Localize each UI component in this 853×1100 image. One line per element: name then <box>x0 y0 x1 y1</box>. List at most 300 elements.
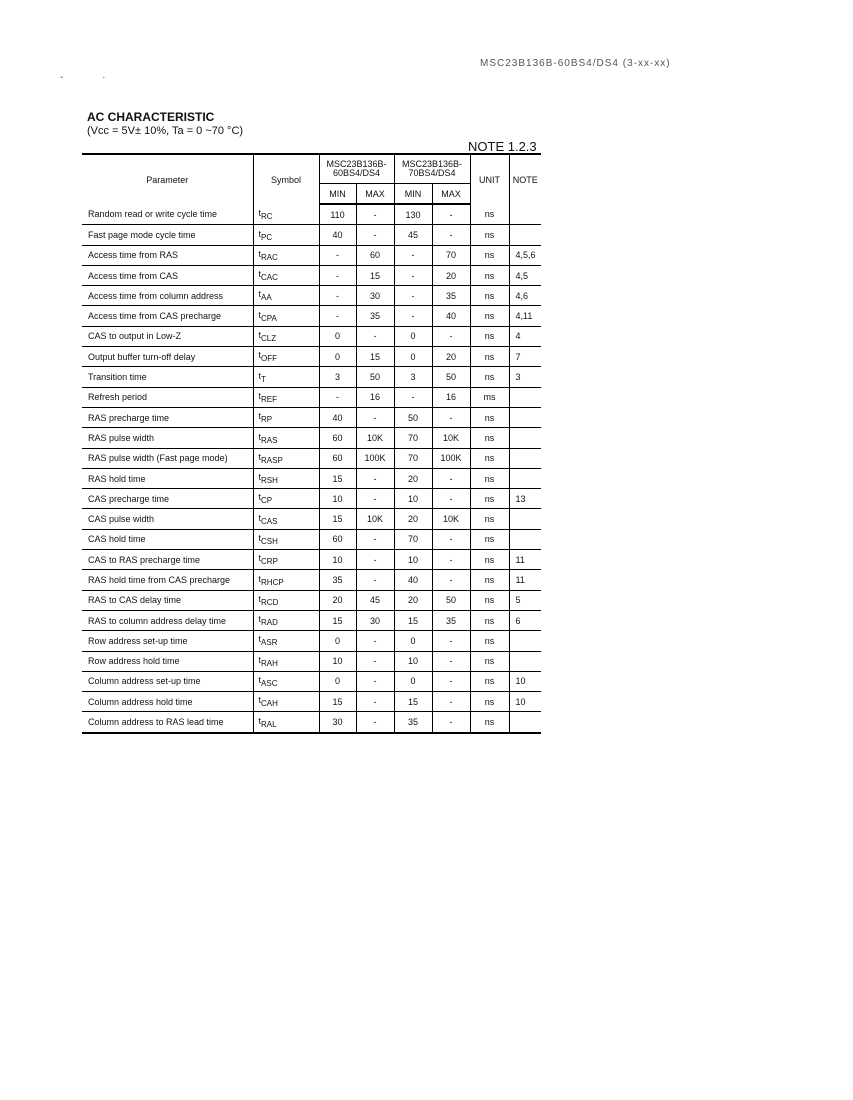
symbol-prefix: t <box>258 390 262 401</box>
table-row <box>82 529 541 549</box>
symbol-subscript: RC <box>261 211 273 221</box>
unit-cell: ns <box>470 671 509 691</box>
min-70-cell: 45 <box>394 225 432 245</box>
min-70-cell: 15 <box>394 610 432 630</box>
symbol-subscript: RCD <box>261 597 279 607</box>
header-min-60: MIN <box>319 184 356 205</box>
table-row <box>82 326 541 346</box>
note-cell <box>509 651 541 671</box>
max-60-cell: - <box>356 204 394 225</box>
parameter-cell: Transition time <box>82 367 253 387</box>
table-row <box>82 367 541 387</box>
note-cell: 3 <box>509 367 541 387</box>
symbol-subscript: ASC <box>261 678 278 688</box>
symbol-prefix: t <box>258 553 262 564</box>
min-60-cell: 60 <box>319 448 356 468</box>
min-60-cell: 0 <box>319 347 356 367</box>
max-60-cell: 60 <box>356 245 394 265</box>
header-note: NOTE <box>509 154 541 204</box>
symbol-prefix: t <box>258 634 262 645</box>
note-cell: 10 <box>509 692 541 712</box>
min-70-cell: 130 <box>394 204 432 225</box>
max-70-cell: 20 <box>432 347 470 367</box>
table-row <box>82 692 541 712</box>
max-70-cell: - <box>432 468 470 488</box>
symbol-prefix: t <box>258 593 262 604</box>
parameter-cell: RAS hold time <box>82 468 253 488</box>
min-70-cell: 3 <box>394 367 432 387</box>
max-60-cell: 15 <box>356 265 394 285</box>
symbol-subscript: RASP <box>261 455 283 465</box>
max-70-cell: 70 <box>432 245 470 265</box>
max-60-cell: - <box>356 468 394 488</box>
symbol-subscript: T <box>261 374 266 384</box>
table-row <box>82 550 541 570</box>
min-60-cell: 30 <box>319 712 356 733</box>
min-70-cell: 15 <box>394 692 432 712</box>
max-70-cell: 16 <box>432 387 470 407</box>
max-70-cell: 50 <box>432 367 470 387</box>
unit-cell: ns <box>470 306 509 326</box>
symbol-cell <box>253 265 319 285</box>
scan-mark: - <box>60 72 64 83</box>
header-min-70: MIN <box>394 184 432 205</box>
page-header-fragment: MSC23B136B-60BS4/DS4 (3-xx-xx) <box>480 58 671 69</box>
min-60-cell: 60 <box>319 428 356 448</box>
note-reference: NOTE 1.2.3 <box>468 139 537 154</box>
min-70-cell: - <box>394 286 432 306</box>
max-70-cell: - <box>432 529 470 549</box>
parameter-cell: RAS pulse width <box>82 428 253 448</box>
scan-marks <box>60 72 141 83</box>
unit-cell: ns <box>470 610 509 630</box>
min-60-cell: 35 <box>319 570 356 590</box>
parameter-cell: Column address to RAS lead time <box>82 712 253 733</box>
min-60-cell: - <box>319 306 356 326</box>
max-60-cell: - <box>356 671 394 691</box>
header-max-60: MAX <box>356 184 394 205</box>
note-cell <box>509 428 541 448</box>
parameter-cell: Access time from RAS <box>82 245 253 265</box>
max-60-cell: - <box>356 692 394 712</box>
min-60-cell: 110 <box>319 204 356 225</box>
symbol-subscript: RAL <box>261 719 277 729</box>
max-60-cell: 30 <box>356 610 394 630</box>
max-60-cell: - <box>356 631 394 651</box>
max-70-cell: - <box>432 570 470 590</box>
symbol-cell <box>253 367 319 387</box>
min-70-cell: - <box>394 306 432 326</box>
table-row <box>82 347 541 367</box>
min-70-cell: - <box>394 245 432 265</box>
parameter-cell: Output buffer turn-off delay <box>82 347 253 367</box>
unit-cell: ns <box>470 428 509 448</box>
max-70-cell: 20 <box>432 265 470 285</box>
symbol-prefix: t <box>258 289 262 300</box>
table-row <box>82 631 541 651</box>
note-cell <box>509 448 541 468</box>
max-70-cell: 100K <box>432 448 470 468</box>
min-70-cell: 70 <box>394 529 432 549</box>
max-70-cell: 40 <box>432 306 470 326</box>
section-title: AC CHARACTERISTIC <box>87 110 215 124</box>
note-cell: 7 <box>509 347 541 367</box>
symbol-prefix: t <box>258 248 262 259</box>
unit-cell: ns <box>470 468 509 488</box>
symbol-subscript: CAH <box>261 699 278 709</box>
parameter-cell: Column address set-up time <box>82 671 253 691</box>
parameter-cell: CAS to RAS precharge time <box>82 550 253 570</box>
parameter-cell: RAS pulse width (Fast page mode) <box>82 448 253 468</box>
parameter-cell: Refresh period <box>82 387 253 407</box>
symbol-subscript: CAS <box>261 516 278 526</box>
max-70-cell: 10K <box>432 428 470 448</box>
min-60-cell: 3 <box>319 367 356 387</box>
symbol-prefix: t <box>258 715 262 726</box>
max-70-cell: - <box>432 407 470 427</box>
max-60-cell: 30 <box>356 286 394 306</box>
header-group-70: MSC23B136B-70BS4/DS4 <box>394 154 470 184</box>
max-60-cell: - <box>356 712 394 733</box>
note-cell: 10 <box>509 671 541 691</box>
table-row <box>82 671 541 691</box>
symbol-cell <box>253 448 319 468</box>
symbol-cell <box>253 387 319 407</box>
symbol-cell <box>253 225 319 245</box>
max-70-cell: - <box>432 712 470 733</box>
test-conditions: (Vcc = 5V± 10%, Ta = 0 ~70 °C) <box>87 125 244 137</box>
symbol-prefix: t <box>258 350 262 361</box>
max-70-cell: - <box>432 692 470 712</box>
max-60-cell: 15 <box>356 347 394 367</box>
symbol-prefix: t <box>258 695 262 706</box>
min-70-cell: 20 <box>394 468 432 488</box>
max-60-cell: 16 <box>356 387 394 407</box>
table-row <box>82 306 541 326</box>
max-70-cell: 50 <box>432 590 470 610</box>
parameter-cell: RAS precharge time <box>82 407 253 427</box>
min-60-cell: - <box>319 265 356 285</box>
note-cell <box>509 529 541 549</box>
note-cell: 4,6 <box>509 286 541 306</box>
max-70-cell: 10K <box>432 509 470 529</box>
symbol-cell <box>253 692 319 712</box>
symbol-subscript: RAS <box>261 435 278 445</box>
min-60-cell: - <box>319 286 356 306</box>
unit-cell: ns <box>470 590 509 610</box>
note-cell <box>509 468 541 488</box>
unit-cell: ns <box>470 712 509 733</box>
unit-cell: ns <box>470 651 509 671</box>
table-row <box>82 407 541 427</box>
unit-cell: ns <box>470 489 509 509</box>
table-row <box>82 286 541 306</box>
header-parameter: Parameter <box>82 154 253 204</box>
note-cell: 13 <box>509 489 541 509</box>
symbol-cell <box>253 712 319 733</box>
header-symbol: Symbol <box>253 154 319 204</box>
table-row <box>82 387 541 407</box>
max-60-cell: 50 <box>356 367 394 387</box>
symbol-cell <box>253 671 319 691</box>
table-row <box>82 468 541 488</box>
symbol-cell <box>253 428 319 448</box>
parameter-cell: Random read or write cycle time <box>82 204 253 225</box>
min-60-cell: - <box>319 245 356 265</box>
symbol-cell <box>253 590 319 610</box>
note-cell: 11 <box>509 570 541 590</box>
symbol-subscript: CLZ <box>261 333 277 343</box>
parameter-cell: CAS pulse width <box>82 509 253 529</box>
note-cell: 4,5,6 <box>509 245 541 265</box>
symbol-prefix: t <box>258 533 262 543</box>
max-70-cell: - <box>432 204 470 225</box>
symbol-prefix: t <box>258 411 262 422</box>
table-row <box>82 489 541 509</box>
symbol-cell <box>253 529 319 549</box>
min-60-cell: 10 <box>319 550 356 570</box>
note-cell <box>509 387 541 407</box>
min-70-cell: 10 <box>394 550 432 570</box>
note-cell <box>509 631 541 651</box>
min-60-cell: 15 <box>319 610 356 630</box>
symbol-cell <box>253 651 319 671</box>
unit-cell: ns <box>470 570 509 590</box>
parameter-cell: Fast page mode cycle time <box>82 225 253 245</box>
parameter-cell: CAS precharge time <box>82 489 253 509</box>
min-70-cell: 70 <box>394 448 432 468</box>
max-60-cell: - <box>356 550 394 570</box>
symbol-prefix: t <box>258 269 262 280</box>
max-60-cell: - <box>356 326 394 346</box>
min-70-cell: 0 <box>394 347 432 367</box>
unit-cell: ns <box>470 631 509 651</box>
parameter-cell: Column address hold time <box>82 692 253 712</box>
parameter-cell: CAS to output in Low-Z <box>82 326 253 346</box>
max-60-cell: 10K <box>356 428 394 448</box>
symbol-prefix: t <box>258 451 262 462</box>
max-60-cell: - <box>356 225 394 245</box>
symbol-subscript: RHCP <box>261 577 284 587</box>
unit-cell: ns <box>470 550 509 570</box>
symbol-subscript: RAH <box>261 658 278 668</box>
note-cell: 5 <box>509 590 541 610</box>
table-row <box>82 428 541 448</box>
max-70-cell: - <box>432 671 470 691</box>
max-70-cell: 35 <box>432 610 470 630</box>
symbol-subscript: RSH <box>261 475 278 485</box>
symbol-prefix: t <box>258 309 262 320</box>
symbol-subscript: RAC <box>261 252 278 262</box>
header-unit: UNIT <box>470 154 509 204</box>
table-row <box>82 570 541 590</box>
max-60-cell: - <box>356 529 394 549</box>
symbol-cell <box>253 347 319 367</box>
min-70-cell: 0 <box>394 631 432 651</box>
max-70-cell: - <box>432 631 470 651</box>
table-row <box>82 448 541 468</box>
unit-cell: ns <box>470 407 509 427</box>
symbol-cell <box>253 631 319 651</box>
table-row <box>82 204 541 225</box>
symbol-subscript: CRP <box>261 557 278 567</box>
max-60-cell: - <box>356 570 394 590</box>
min-60-cell: 15 <box>319 692 356 712</box>
symbol-cell <box>253 407 319 427</box>
min-70-cell: 20 <box>394 590 432 610</box>
symbol-cell <box>253 570 319 590</box>
unit-cell: ns <box>470 286 509 306</box>
symbol-subscript: OFF <box>261 354 278 364</box>
unit-cell: ns <box>470 448 509 468</box>
table-row <box>82 590 541 610</box>
max-70-cell: 35 <box>432 286 470 306</box>
table-row <box>82 712 541 733</box>
min-60-cell: 0 <box>319 671 356 691</box>
max-60-cell: 35 <box>356 306 394 326</box>
parameter-cell: RAS to column address delay time <box>82 610 253 630</box>
min-60-cell: 40 <box>319 225 356 245</box>
parameter-cell: Row address set-up time <box>82 631 253 651</box>
table-row <box>82 610 541 630</box>
max-60-cell: - <box>356 489 394 509</box>
min-70-cell: 70 <box>394 428 432 448</box>
table-body <box>82 204 541 733</box>
min-60-cell: 10 <box>319 489 356 509</box>
symbol-prefix: t <box>258 472 262 483</box>
symbol-prefix: t <box>258 330 262 341</box>
unit-cell: ns <box>470 509 509 529</box>
symbol-prefix: t <box>258 675 262 686</box>
note-cell <box>509 407 541 427</box>
parameter-cell: RAS hold time from CAS precharge <box>82 570 253 590</box>
symbol-prefix: t <box>258 207 262 218</box>
min-70-cell: 50 <box>394 407 432 427</box>
symbol-subscript: AA <box>261 293 272 303</box>
min-60-cell: 0 <box>319 631 356 651</box>
note-cell <box>509 225 541 245</box>
min-70-cell: - <box>394 387 432 407</box>
min-70-cell: 0 <box>394 326 432 346</box>
max-70-cell: - <box>432 326 470 346</box>
max-70-cell: - <box>432 225 470 245</box>
symbol-prefix: t <box>258 654 262 665</box>
symbol-subscript: ASR <box>261 638 278 648</box>
symbol-cell <box>253 610 319 630</box>
parameter-cell: RAS to CAS delay time <box>82 590 253 610</box>
max-70-cell: - <box>432 550 470 570</box>
min-70-cell: 20 <box>394 509 432 529</box>
symbol-prefix: t <box>258 512 262 523</box>
max-60-cell: - <box>356 407 394 427</box>
scan-mark: · <box>102 72 106 83</box>
symbol-prefix: t <box>258 228 262 239</box>
unit-cell: ns <box>470 245 509 265</box>
parameter-cell: Access time from CAS <box>82 265 253 285</box>
symbol-subscript: CAC <box>261 272 278 282</box>
symbol-cell <box>253 326 319 346</box>
unit-cell: ns <box>470 692 509 712</box>
table-row <box>82 651 541 671</box>
symbol-subscript: CP <box>261 496 273 506</box>
note-cell: 4,5 <box>509 265 541 285</box>
symbol-cell <box>253 286 319 306</box>
parameter-cell: Row address hold time <box>82 651 253 671</box>
max-70-cell: - <box>432 489 470 509</box>
min-60-cell: 60 <box>319 529 356 549</box>
note-cell: 6 <box>509 610 541 630</box>
unit-cell: ns <box>470 347 509 367</box>
min-60-cell: 20 <box>319 590 356 610</box>
min-60-cell: - <box>319 387 356 407</box>
unit-cell: ns <box>470 225 509 245</box>
symbol-prefix: t <box>258 492 262 503</box>
max-60-cell: 10K <box>356 509 394 529</box>
symbol-subscript: CPA <box>261 313 277 323</box>
symbol-subscript: PC <box>261 232 273 242</box>
unit-cell: ns <box>470 265 509 285</box>
parameter-cell: CAS hold time <box>82 529 253 549</box>
parameter-cell: Access time from column address <box>82 286 253 306</box>
min-60-cell: 10 <box>319 651 356 671</box>
table-row <box>82 245 541 265</box>
table-row <box>82 509 541 529</box>
symbol-cell <box>253 489 319 509</box>
header-max-70: MAX <box>432 184 470 205</box>
symbol-prefix: t <box>258 614 262 625</box>
max-60-cell: - <box>356 651 394 671</box>
max-60-cell: 100K <box>356 448 394 468</box>
unit-cell: ns <box>470 204 509 225</box>
max-70-cell: - <box>432 651 470 671</box>
symbol-subscript: RP <box>261 415 273 425</box>
note-cell: 11 <box>509 550 541 570</box>
note-cell: 4,11 <box>509 306 541 326</box>
table-row <box>82 265 541 285</box>
min-70-cell: - <box>394 265 432 285</box>
symbol-prefix: t <box>258 431 262 442</box>
symbol-cell <box>253 245 319 265</box>
min-60-cell: 40 <box>319 407 356 427</box>
note-cell <box>509 509 541 529</box>
symbol-prefix: t <box>258 573 262 584</box>
symbol-subscript: REF <box>261 394 278 404</box>
min-60-cell: 15 <box>319 468 356 488</box>
table-row <box>82 225 541 245</box>
min-70-cell: 10 <box>394 651 432 671</box>
parameter-cell: Access time from CAS precharge <box>82 306 253 326</box>
max-60-cell: 45 <box>356 590 394 610</box>
symbol-cell <box>253 204 319 225</box>
min-70-cell: 35 <box>394 712 432 733</box>
ac-characteristic-table <box>82 153 541 734</box>
note-cell: 4 <box>509 326 541 346</box>
min-60-cell: 15 <box>319 509 356 529</box>
unit-cell: ns <box>470 367 509 387</box>
symbol-cell <box>253 509 319 529</box>
min-70-cell: 0 <box>394 671 432 691</box>
header-group-60: MSC23B136B-60BS4/DS4 <box>319 154 394 184</box>
note-cell <box>509 712 541 733</box>
symbol-cell <box>253 306 319 326</box>
symbol-cell <box>253 550 319 570</box>
unit-cell: ms <box>470 387 509 407</box>
unit-cell: ns <box>470 529 509 549</box>
symbol-subscript: CSH <box>261 536 278 546</box>
note-cell <box>509 204 541 225</box>
min-60-cell: 0 <box>319 326 356 346</box>
symbol-cell <box>253 468 319 488</box>
